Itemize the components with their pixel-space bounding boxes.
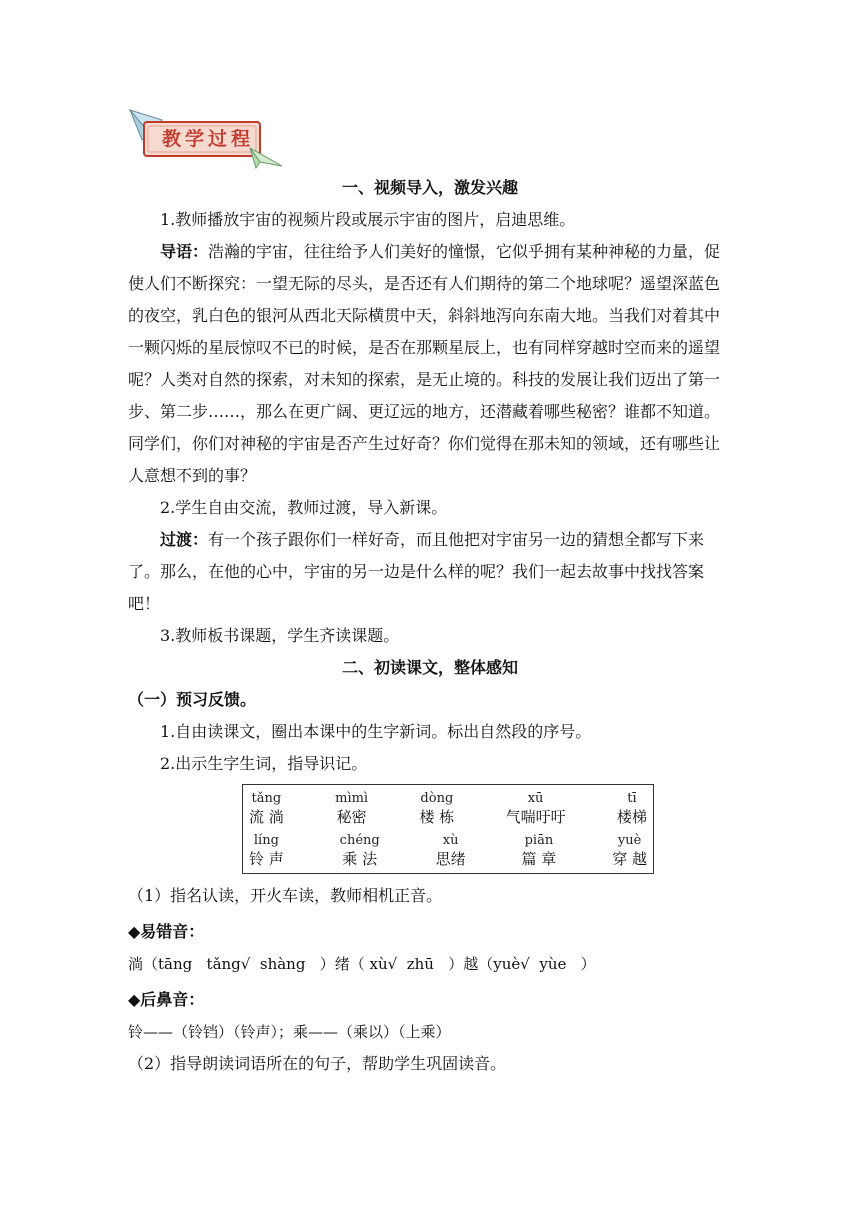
error-prone-title: ◆易错音： (128, 922, 205, 941)
pinyin: mìmì (335, 791, 369, 806)
subsection-title: （一）预习反馈。 (128, 690, 257, 709)
vocab-cell (436, 833, 466, 869)
guide-label: 导语： (160, 242, 209, 261)
pinyin: piān (524, 833, 554, 848)
hanzi: 气喘吁吁 (505, 808, 566, 826)
nasal-line: 铃——（铃铛）（铃声）；乘——（乘以）（上乘） (128, 1023, 451, 1041)
note-1: （1）指名认读，开火车读，教师相机正音。 (128, 886, 443, 905)
guide-paragraph (128, 236, 732, 492)
vocab-cell (335, 791, 368, 827)
hanzi: 穿 越 (612, 850, 647, 868)
hanzi: 思绪 (435, 850, 466, 868)
hanzi: 秘密 (336, 808, 367, 826)
vocab-cell (617, 791, 647, 827)
vocab-cell (419, 791, 454, 827)
document-body (128, 172, 732, 1080)
section1-step1: 1.教师播放宇宙的视频片段或展示宇宙的图片，启迪思维。 (160, 210, 576, 229)
note-2: （2）指导朗读词语所在的句子，帮助学生巩固读音。 (128, 1054, 507, 1073)
vocab-cell (612, 833, 647, 869)
vocab-cell (506, 791, 566, 827)
transition-paragraph (128, 524, 732, 620)
pinyin: yuè (617, 833, 642, 848)
hanzi: 楼梯 (616, 808, 647, 826)
vocab-table (242, 784, 654, 874)
error-prone-line: 淌（tāng tǎng√ shàng ）绪（ xù√ zhū ）越（yuè√ yùe ） (128, 955, 596, 973)
nasal-title: ◆后鼻音： (128, 990, 205, 1009)
pinyin: dòng (420, 791, 454, 806)
transition-label: 过渡： (160, 530, 209, 549)
hanzi: 流 淌 (249, 808, 284, 826)
section1-step2: 2.学生自由交流，教师过渡，导入新课。 (160, 498, 448, 517)
pinyin: tǎng (251, 791, 282, 806)
section1-title: 一、视频导入，激发兴趣 (341, 178, 518, 197)
section2-title: 二、初读课文，整体感知 (341, 658, 518, 677)
transition-text: 有一个孩子跟你们一样好奇，而且他把对宇宙另一边的猜想全都写下来了。那么，在他的心中，宇宙的另一边是什么样的呢？我们一起去故事中找找答案吧！ (128, 530, 705, 613)
hanzi: 篇 章 (521, 850, 557, 868)
vocab-cell (522, 833, 557, 869)
vocab-row (249, 791, 647, 827)
section2-step1: 1.自由读课文，圈出本课中的生字新词。标出自然段的序号。 (160, 722, 592, 741)
section1-step3: 3.教师板书课题，学生齐读课题。 (160, 626, 400, 645)
vocab-cell (340, 833, 380, 869)
vocab-cell (249, 791, 284, 827)
pinyin: chéng (339, 833, 380, 848)
pinyin: xù (442, 833, 459, 848)
guide-text: 浩瀚的宇宙，往往给予人们美好的憧憬，它似乎拥有某种神秘的力量，促使人们不断探究：一望无际的尽头，是否还有人们期待的第二个地球呢？遥望深蓝色的夜空，乳白色的银河从西北天际横贯中天，斜斜地泻向东南大地。当我们对着其中一颗闪烁的星辰惊叹不已的时候，是否在那颗星辰上，也有同样穿越时空而来的遥望呢？人类对自然的探索，对未知的探索，是无止境的。科技的发展让我们迈出了第一步、第二步……，那么在更广阔、更辽远的地方，还潜藏着哪些秘密？谁都不知道。同学们，你们对神秘的宇宙是否产生过好奇？你们觉得在那未知的领域，还有哪些让人意想不到的事？ (128, 242, 721, 485)
vocab-row (249, 833, 647, 869)
hanzi: 乘 法 (342, 850, 378, 868)
pinyin: tī (627, 791, 637, 806)
pinyin: líng (253, 833, 279, 848)
hanzi: 铃 声 (249, 850, 284, 868)
pinyin: xū (527, 791, 544, 806)
vocab-cell (249, 833, 284, 869)
section2-step2: 2.出示生字生词，指导识记。 (160, 754, 368, 773)
section-badge (128, 104, 284, 170)
badge-label: 教学过程 (161, 128, 254, 150)
hanzi: 楼 栋 (419, 808, 455, 826)
